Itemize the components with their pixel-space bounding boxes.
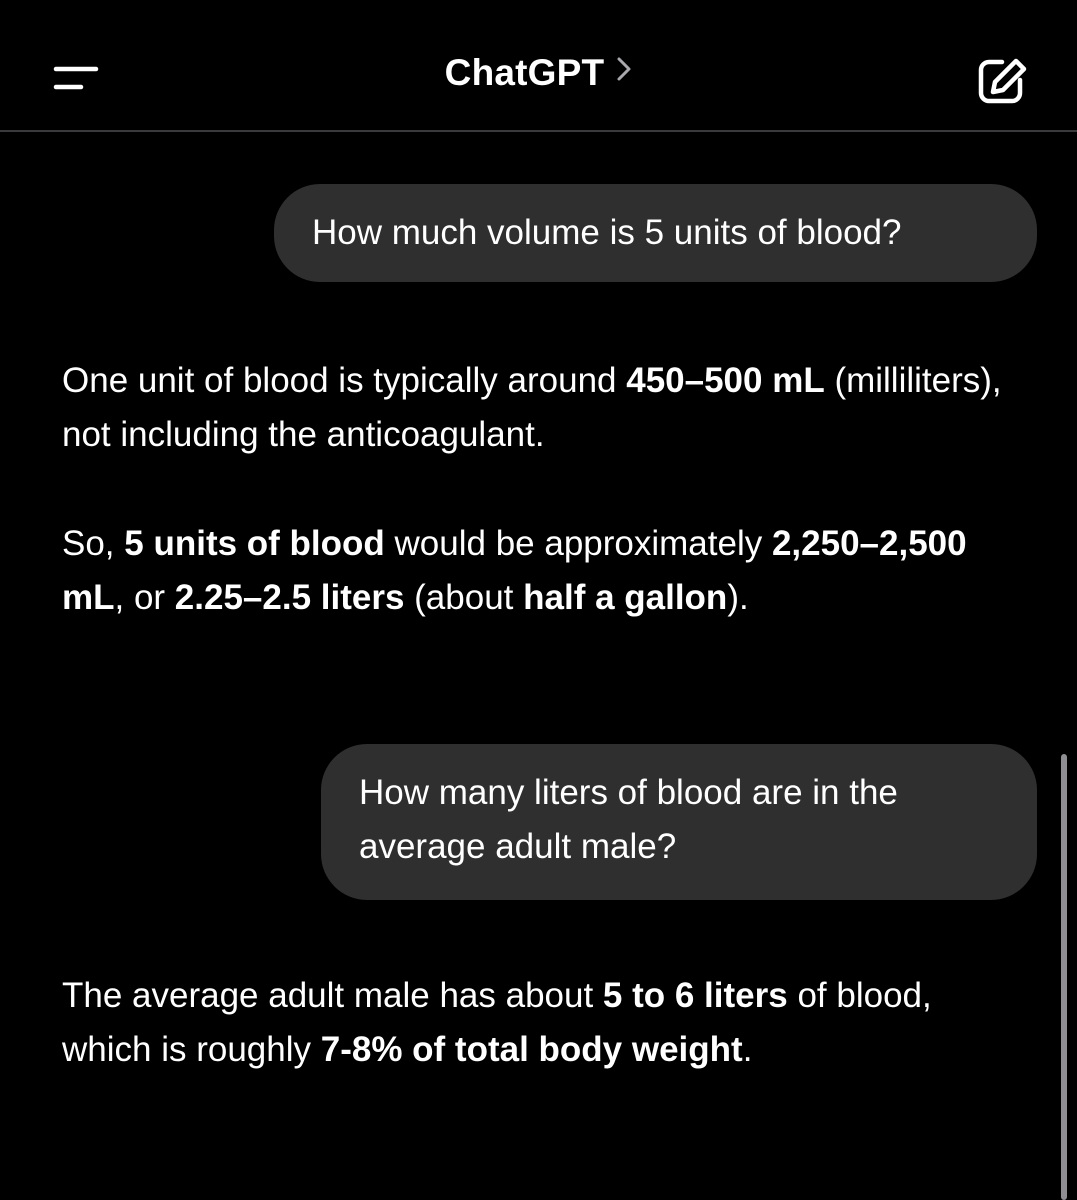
text-run: . [742, 1030, 753, 1069]
assistant-paragraph [62, 969, 1022, 1077]
compose-icon [976, 93, 1030, 110]
bold-text-run: half a gallon [523, 578, 728, 617]
top-bar [0, 0, 1077, 132]
scrollbar[interactable] [1061, 754, 1067, 1200]
user-message-bubble [321, 744, 1037, 900]
bold-text-run: 450–500 mL [626, 361, 825, 400]
text-run: (milliliters), not including the anticoagulant. [62, 361, 1002, 454]
assistant-message [62, 354, 1022, 625]
chevron-right-icon [616, 55, 632, 88]
user-message-text: How much volume is 5 units of blood? [312, 213, 902, 252]
text-run: , or [114, 578, 175, 617]
new-chat-button[interactable] [976, 56, 1030, 106]
user-message-text: How many liters of blood are in the average adult male? [359, 773, 898, 866]
text-run: So, [62, 524, 125, 563]
bold-text-run: 2,250–2,500 mL [62, 524, 967, 617]
app-title: ChatGPT [444, 52, 605, 93]
user-message-bubble [274, 184, 1037, 282]
assistant-message [62, 969, 1022, 1077]
assistant-paragraph [62, 354, 1022, 462]
bold-text-run: 2.25–2.5 liters [174, 578, 405, 617]
text-run: The average adult male has about [62, 976, 603, 1015]
bold-text-run: 5 to 6 liters [602, 976, 788, 1015]
text-run: ). [727, 578, 749, 617]
model-selector[interactable] [0, 52, 1077, 94]
bold-text-run: 7-8% of total body weight [320, 1030, 743, 1069]
text-run: of blood, which is roughly [62, 976, 932, 1069]
text-run: (about [404, 578, 524, 617]
text-run: would be approximately [384, 524, 772, 563]
bold-text-run: 5 units of blood [124, 524, 385, 563]
text-run: One unit of blood is typically around [62, 361, 627, 400]
assistant-paragraph [62, 517, 1022, 625]
